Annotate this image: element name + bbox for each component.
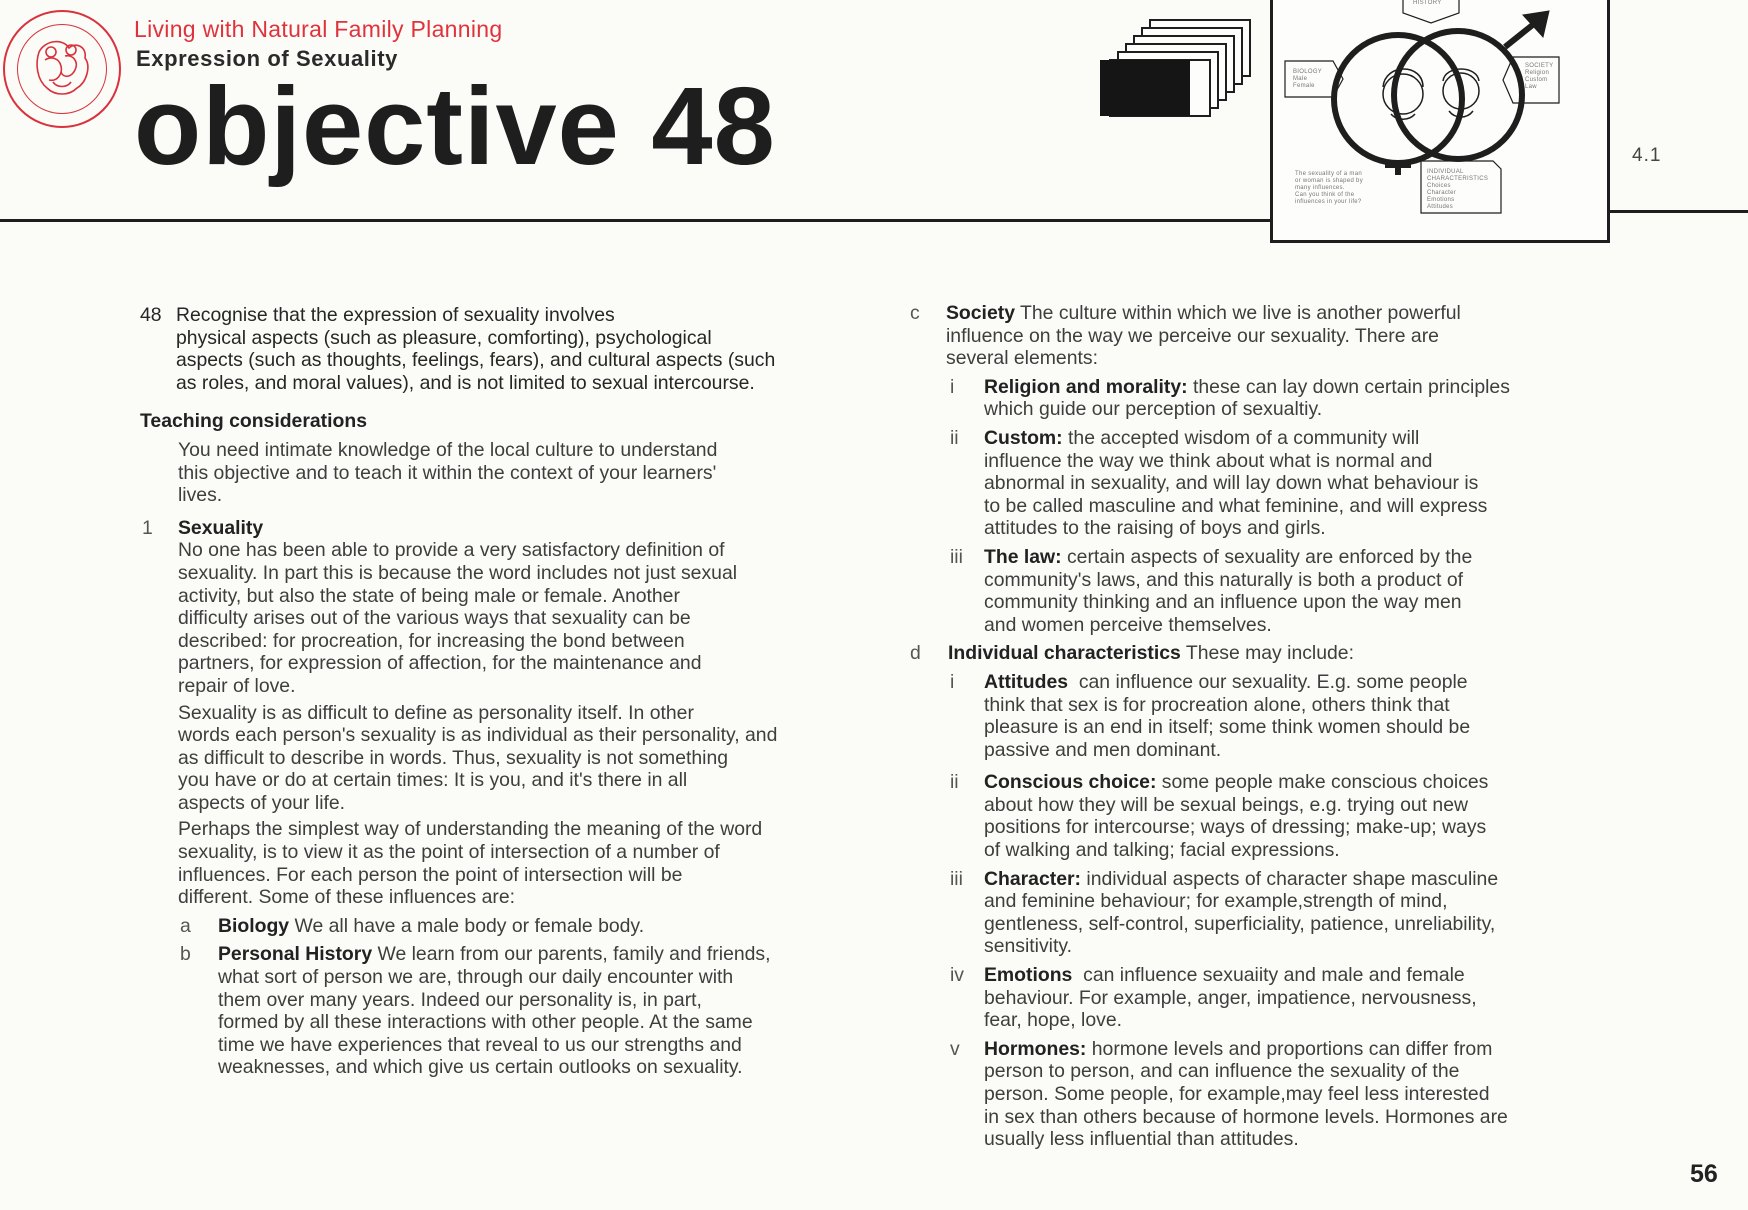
item-heading: Society xyxy=(946,302,1015,324)
influence-personal-history: b Personal History We learn from our parents, family and friends, what sort of person we are, through our daily encounter with them over many years. Indeed our personality is, in part, formed by all these interactions with other people. At the same time we have experiences that reveal to us our strengths and weaknesses, and which give us certain outlooks on sexuality. xyxy=(180,943,771,1079)
item-letter: a xyxy=(180,914,191,937)
diagram-biology-label: BIOLOGY Male Female xyxy=(1293,69,1323,89)
individual-element: iii Character: individual aspects of character shape masculine and feminine behaviour; for example,strength of mind, gentleness, self-control, superficiality, patience, unreliability, sensitivity. xyxy=(950,867,1499,958)
section-subtitle: Expression of Sexuality xyxy=(136,46,398,71)
teaching-text: You need intimate knowledge of the local culture to understand this objective and to teach it within the context of your learners' lives. xyxy=(178,438,718,507)
item-heading: Personal History xyxy=(218,943,373,966)
society-element: ii Custom: the accepted wisdom of a community will influence the way we think about what is normal and abnormal in sexuality, and will lay down what behaviour is to be called masculine and what feminine, and will express attitudes to the raising of boys and girls. xyxy=(950,426,1488,540)
paragraph: Perhaps the simplest way of understanding the meaning of the word sexuality, is to view it as the point of intersection of a number of influences. For each person the point of intersection will be different. Some of these influences are: xyxy=(178,818,763,909)
individual-element: iv Emotions can influence sexuaiity and male and female behaviour. For example, anger, impatience, nervousness, fear, hope, love. xyxy=(950,964,1477,1032)
diagram-society-label: SOCIETY Religion Custom Law xyxy=(1525,63,1554,90)
section-reference: 4.1 xyxy=(1632,145,1662,166)
page-title: objective 48 xyxy=(134,65,776,188)
item-letter: d xyxy=(910,642,921,665)
society-element: iii The law: certain aspects of sexuality are enforced by the community's laws, and this naturally is both a product of community thinking and an influence upon the way men and women perceive themselves. xyxy=(950,545,1473,636)
header-rule xyxy=(0,219,1270,222)
teaching-heading: Teaching considerations xyxy=(140,410,367,433)
influence-society: c Society The culture within which we live is another powerful influence on the way we perceive our sexuality. There are several elements: i Religion and morality: these can lay down certain principles which guide our perception of sexualtiy. ii Custom: the accepted wisdom of a community will influence the way we think about what is normal and abnormal in sexuality, and will lay down what behaviour is to be called masculine and what feminine, and will express attitudes to the raising of boys and girls. iii The law: certain aspects of sexuality are enforced by the community's laws, and this naturally is both a product of community thinking and an influence upon the way men and women perceive themselves. xyxy=(906,302,1596,636)
objective-line: physical aspects (such as pleasure, comforting), psychological xyxy=(176,326,712,349)
objective-statement xyxy=(140,304,860,394)
page-number: 56 xyxy=(1690,1160,1718,1188)
society-element: i Religion and morality: these can lay down certain principles which guide our perception of sexualtiy. xyxy=(950,375,1510,421)
individual-element: v Hormones: hormone levels and proportions can differ from person to person, and can influence the sexuality of the person. Some people, for example,may feel less interested in sex than others because of hormone levels. Hormones are usually less influential than attitudes. xyxy=(950,1037,1508,1151)
header-rule-right xyxy=(1610,210,1748,213)
influences-diagram xyxy=(1270,0,1610,243)
item-heading: Biology xyxy=(218,914,290,937)
series-title: Living with Natural Family Planning xyxy=(134,16,503,42)
objective-line: Recognise that the expression of sexuality involves xyxy=(176,304,615,326)
influence-individual: d Individual characteristics These may include: i Attitudes can influence our sexuality. E.g. some people think that sex is for procreation alone, others think that pleasure is an end in itself; some think women should be passive and men dominant. ii Conscious choice: some people make conscious choices about how they will be sexual beings, e.g. trying out new positions for intercourse; ways of dressing; make-up; ways of walking and talking; facial expressions. iii Character: individual aspects of character shape masculine and feminine behaviour; for example,strength of mind, gentleness, self-control, superficiality, patience, unreliability, sensitivity. iv Emotions can influence sexuaiity and male and female behaviour. For example, anger, impatience, nervousness, fear, hope, love. v Hormones: hormone levels and proportions can differ from person to person, and can influence the sexuality of the person. Some people, for example,may feel less interested in sex than others because of hormone levels. Hormones are usually less influential than attitudes. xyxy=(906,642,1596,1150)
left-column xyxy=(140,304,860,1079)
item-heading: Individual characteristics xyxy=(948,642,1181,665)
individual-element: i Attitudes can influence our sexuality. E.g. some people think that sex is for procreation alone, others think that pleasure is an end in itself; some think women should be passive and men dominant. xyxy=(950,670,1471,761)
paragraph: No one has been able to provide a very satisfactory definition of sexuality. In part this is because the word includes not just sexual activity, but also the state of being male or female. Another difficulty arises out of the various ways that sexuality can be described: for procreation, for increasing the bond between partners, for expression of affection, for the maintenance and repair of love. xyxy=(178,539,738,697)
paragraph: Sexuality is as difficult to define as personality itself. In other words each person's sexuality is as individual as their personality, and as difficult to describe in words. Thus, sexuality is not something you have or do at certain times: It is you, and it's there in all aspects of your life. xyxy=(178,701,778,814)
diagram-history-label: HISTORY xyxy=(1413,0,1442,6)
series-logo xyxy=(3,10,121,128)
objective-number: 48 xyxy=(140,304,162,326)
section-number: 1 xyxy=(142,516,153,539)
item-letter: c xyxy=(910,302,920,324)
diagram-individual-label: INDIVIDUAL CHARACTERISTICS Choices Character Emotions Attitudes xyxy=(1427,169,1489,210)
individual-element: ii Conscious choice: some people make conscious choices about how they will be sexual beings, e.g. trying out new positions for intercourse; ways of dressing; make-up; ways of walking and talking; facial expressions. xyxy=(950,771,1489,862)
item-letter: b xyxy=(180,943,191,966)
objective-line: aspects (such as thoughts, feelings, fears), and cultural aspects (such xyxy=(176,349,776,372)
section-sexuality xyxy=(140,517,860,1079)
section-heading: Sexuality xyxy=(178,516,264,539)
diagram-caption: The sexuality of a man or woman is shaped by many influences. Can you think of the influences in your life? xyxy=(1295,171,1363,205)
influence-biology: a Biology We all have a male body or female body. xyxy=(180,914,645,937)
card-stack-icon xyxy=(1098,18,1258,118)
right-column xyxy=(906,302,1596,1151)
objective-line: as roles, and moral values), and is not limited to sexual intercourse. xyxy=(176,371,755,394)
couple-embrace-icon xyxy=(5,12,119,126)
